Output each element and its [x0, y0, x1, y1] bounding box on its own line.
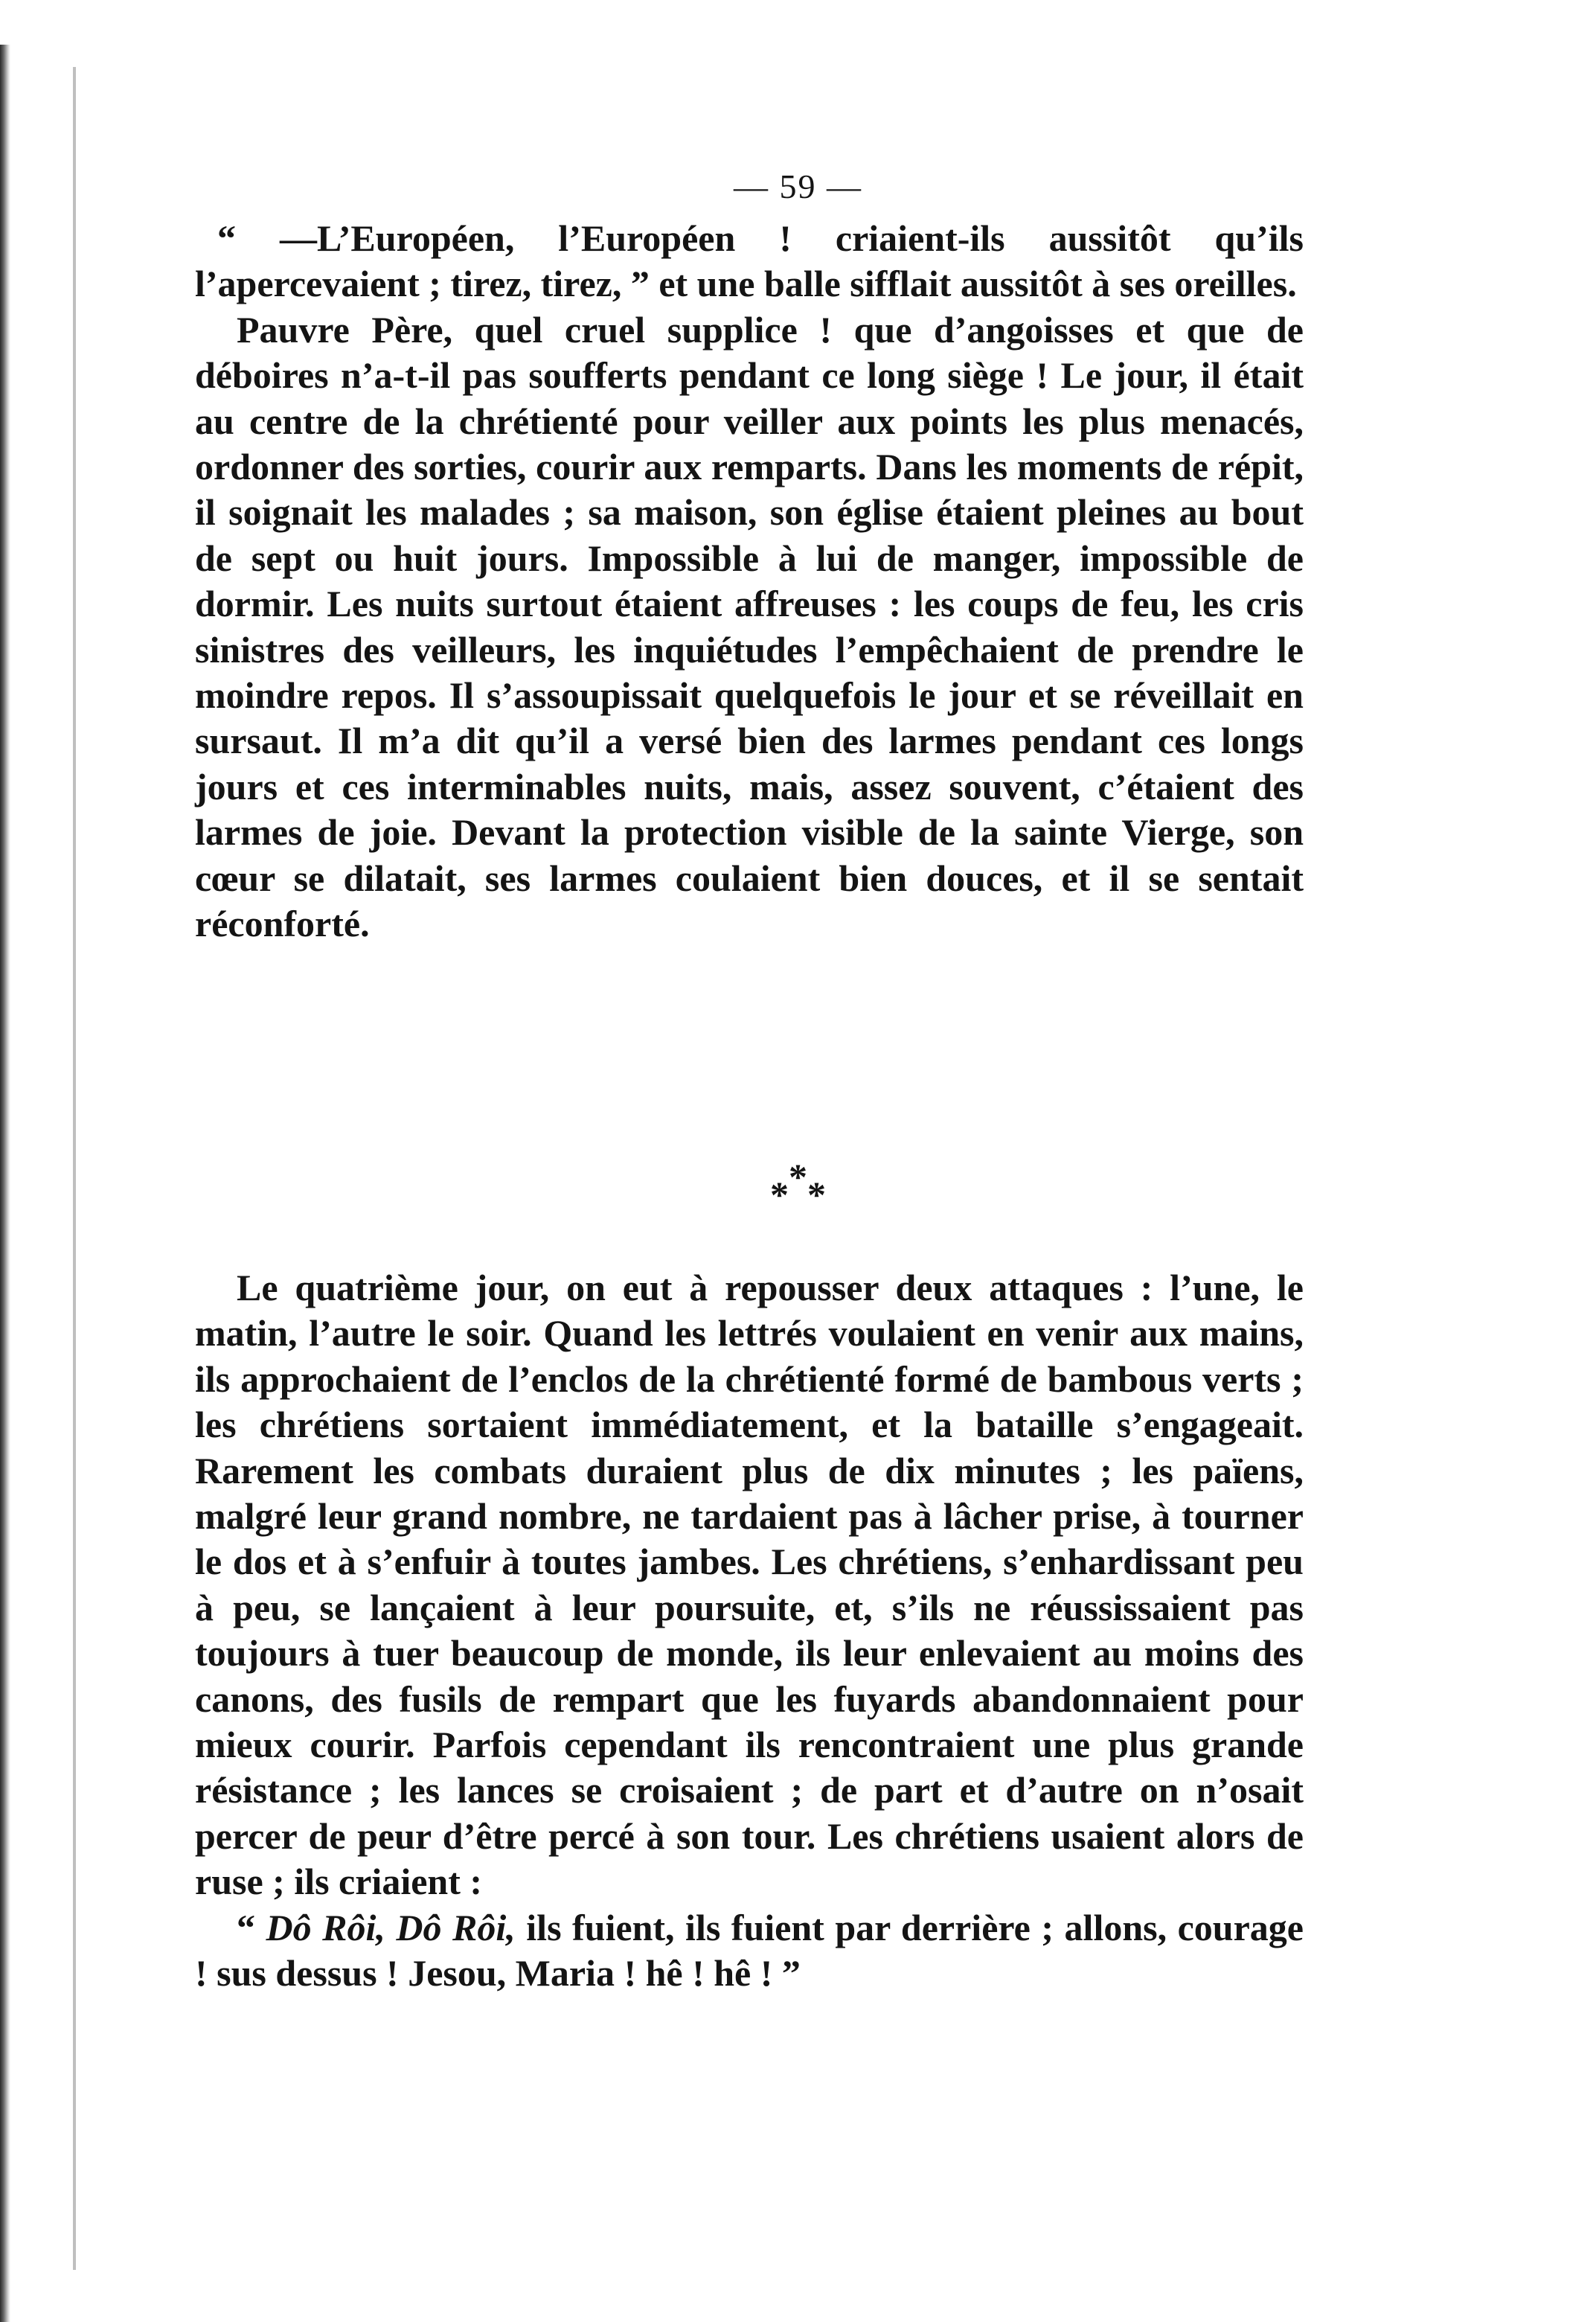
quotation-open-mark: “ [237, 1906, 255, 1948]
asterism-star-left: * [770, 1174, 789, 1215]
page-number: — 59 — [734, 167, 862, 205]
quotation [195, 1905, 1304, 1997]
asterism-star-top: * [789, 1156, 807, 1197]
quotation-italic: Dô Rôi, Dô Rôi, [266, 1906, 516, 1948]
text-block-upper [195, 216, 1304, 947]
quotation-rest: ils fuient, ils fuient par derrière ; allons, courage ! sus dessus ! Jesou, Maria ! hê ! hê ! ” [195, 1906, 1304, 1995]
asterism-star-right: * [807, 1174, 826, 1215]
text-block-lower [195, 1265, 1304, 1997]
paragraph-3: Le quatrième jour, on eut à repousser deux attaques : l’une, le matin, l’autre le soir. Quand les lettrés voulaient en venir aux mains, ils approchaient de l’enclos de la chrétienté formé de bambous verts ; les chrétiens sortaient immédiatement, et la bataille s’engageait. Rarement les combats duraient plus de dix minutes ; les païens, malgré leur grand nombre, ne tardaient pas à lâcher prise, à tourner le dos et à s’enfuir à toutes jambes. Les chrétiens, s’enhardissant peu à peu, se lançaient à leur poursuite, et, s’ils ne réussissaient pas toujours à tuer beaucoup de monde, ils leur enlevaient au moins des canons, des fusils de rempart que les fuyards abandonnaient pour mieux courir. Parfois cependant ils rencontraient une plus grande résistance ; les lances se croisaient ; de part et d’autre on n’osait percer de peur d’être percé à son tour. Les chrétiens usaient alors de ruse ; ils criaient : [195, 1267, 1304, 1903]
scan-margin-line [73, 67, 76, 2270]
section-asterism [0, 1156, 1596, 1215]
paragraph-1: “ —L’Européen, l’Européen ! criaient-ils aussitôt qu’ils l’apercevaient ; tirez, tirez, ” et une balle sifflait aussitôt à ses oreilles. [195, 217, 1304, 305]
paragraph-2: Pauvre Père, quel cruel supplice ! que d’angoisses et que de déboires n’a-t-il pas soufferts pendant ce long siège ! Le jour, il était au centre de la chrétienté pour veiller aux points les plus menacés, ordonner des sorties, courir aux remparts. Dans les moments de répit, il soignait les malades ; sa maison, son église étaient pleines au bout de sept ou huit jours. Impossible à lui de manger, impossible de dormir. Les nuits surtout étaient affreuses : les coups de feu, les cris sinistres des veilleurs, les inquiétudes l’empêchaient de prendre le moindre repos. Il s’assoupissait quelquefois le jour et se réveillait en sursaut. Il m’a dit qu’il a versé bien des larmes pendant ces longs jours et ces interminables nuits, mais, assez souvent, c’étaient des larmes de joie. Devant la protection visible de la sainte Vierge, son cœur se dilatait, ses larmes coulaient bien douces, et il se sentait réconforté. [195, 308, 1304, 945]
